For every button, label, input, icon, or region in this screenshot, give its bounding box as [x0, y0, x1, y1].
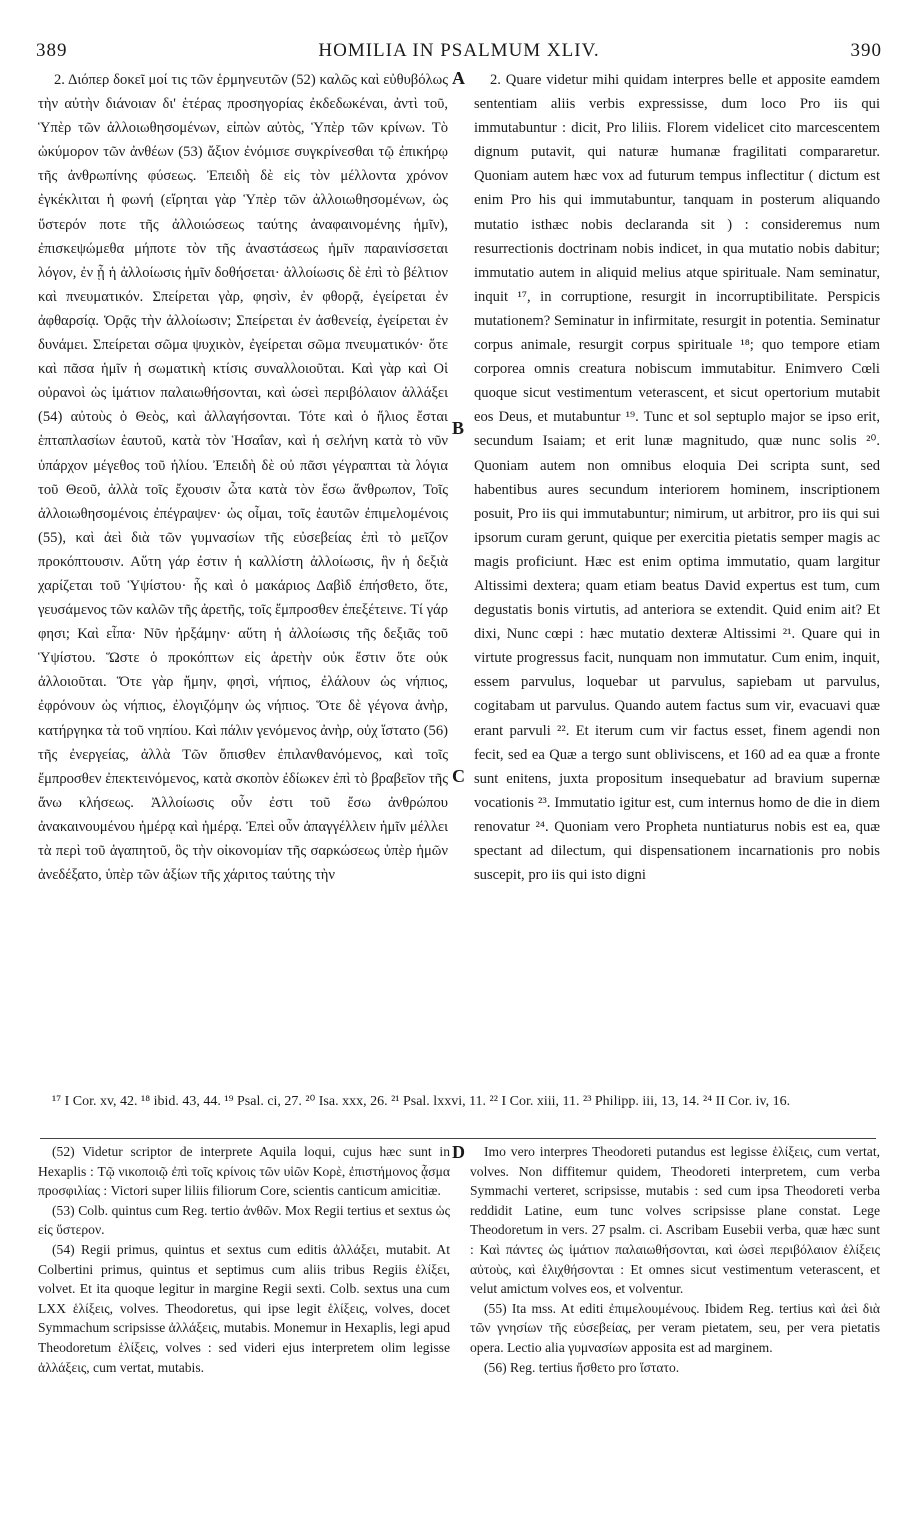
footnote: (55) Ita mss. At editi ἐπιμελουμένους. Ibidem Reg. tertius καὶ ἀεὶ διὰ τῶν γνησίων τῆς εὐσεβείας, per veram pietatem, seu, per vera pietatis opera. Lectio alia γυμνασίων apposita est ad marginem.	[470, 1300, 880, 1355]
section-marker-d: D	[452, 1142, 465, 1162]
footnote: (52) Videtur scriptor de interprete Aquila loqui, cujus hæc sunt in Hexaplis : Τῷ νικοποιῷ ἐπὶ τοῖς κρίνοις τῶν υἱῶν Κορὲ, ἐπιστήμονος ᾆσμα προσφιλίας : Victori super liliis filiorum Core, scientis canticum amicitiæ.	[38, 1144, 450, 1199]
footnotes-right	[470, 1142, 880, 1472]
section-marker-a: A	[452, 68, 465, 88]
footnotes-left	[38, 1142, 450, 1472]
scripture-references: ¹⁷ I Cor. xv, 42. ¹⁸ ibid. 43, 44. ¹⁹ Psal. ci, 27. ²⁰ Isa. xxx, 26. ²¹ Psal. lxxvi, 11. ²² I Cor. xiii, 11. ²³ Philipp. iii, 13, 14. ²⁴ II Cor. iv, 16.	[52, 1094, 791, 1109]
section-marker-c: C	[452, 766, 465, 786]
greek-column	[38, 68, 448, 1088]
footnote: (54) Regii primus, quintus et sextus cum editis ἀλλάξει, mutabit. At Colbertini primus, quintus et septimus cum aliis tribus Regiis ἑλίξει, volvet. Et ita quoque legitur in margine Regii sexti. Colb. sextus una cum LXX ἑλίξεις, volves. Theodoretus, qui ipse legit ἑλίξεις, volves, docet Symmachum scripsisse ἀλλάξεις, mutabis. Monemur in Hexaplis, legi apud Theodoretum ἑλίξεις, volves : sed videri ejus interpretem olim legisse ἀλλάξεις, cum vertat, mutabis.	[38, 1241, 450, 1375]
footnote: (53) Colb. quintus cum Reg. tertio ἀνθῶν. Mox Regii tertius et sextus ὡς εἰς ὕστερον.	[38, 1202, 450, 1238]
footnote: (56) Reg. tertius ἤσθετο pro ἵστατο.	[484, 1359, 680, 1375]
section-marker-b: B	[452, 418, 465, 438]
footnote-divider	[40, 1138, 876, 1139]
running-header	[36, 40, 882, 64]
running-title: HOMILIA IN PSALMUM XLIV.	[318, 40, 600, 61]
latin-column	[474, 68, 880, 1088]
greek-paragraph: 2. Διόπερ δοκεῖ μοί τις τῶν ἑρμηνευτῶν (52) καλῶς καὶ εὐθυβόλως τὴν αὐτὴν διάνοιαν δι' ἑτέρας προσηγορίας ἐκδεδωκέναι, ἀντὶ τοῦ, Ὑπὲρ τῶν ἀλλοιωθησομένων, εἰπὼν αὐτὸς, Ὑπὲρ τῶν κρίνων. Τὸ ὠκύμορον τῶν ἀνθέων (53) ἄξιον ἐνόμισε συγκρίνεσθαι τῷ ἐπικήρῳ τῆς ἀνθρωπίνης φύσεως. Ἐπειδὴ δὲ εἰς τὸν μέλλοντα χρόνον ἐγκέκλιται ἡ φωνή (εἴρηται γὰρ Ὑπὲρ τῶν ἀλλοιωθησομένων, ὡς ὕστερόν ποτε τῆς ἀλλοιώσεως ταύτης ἀναφαινομένης ἡμῖν), ἐπισκεψώμεθα μήποτε τὸν τῆς ἀναστάσεως ἡμῖν παραινίσσεται λόγον, ἐν ᾗ ἡ ἀλλοίωσις ἡμῖν δοθήσεται· ἀλλοίωσις δὲ ἐπὶ τὸ βέλτιον καὶ πνευματικόν. Σπείρεται γὰρ, φησὶν, ἐν φθορᾷ, ἐγείρεται ἐν ἀφθαρσίᾳ. Ὁρᾷς τὴν ἀλλοίωσιν; Σπείρεται ἐν ἀσθενείᾳ, ἐγείρεται ἐν δυνάμει. Σπείρεται σῶμα ψυχικὸν, ἐγείρεται σῶμα πνευματικόν· ὅτε καὶ πᾶσα ἡμῖν ἡ σωματικὴ κτίσις συναλλοιοῦται. Καὶ γὰρ καὶ Οἱ οὐρανοὶ ὡς ἱμάτιον παλαιωθήσονται, καὶ ὡσεὶ περιβόλαιον ἀλλάξει (54) αὐτοὺς ὁ Θεὸς, καὶ ἀλλαγήσονται. Τότε καὶ ὁ ἥλιος ἔσται ἑπταπλασίων ἑαυτοῦ, κατὰ τὸν Ἡσαΐαν, καὶ ἡ σελήνη κατὰ τὸ νῦν ὑπάρχον μέγεθος τοῦ ἡλίου. Ἐπειδὴ δὲ οὐ πᾶσι γέγραπται τὰ λόγια τοῦ Θεοῦ, ἀλλὰ τοῖς ἔχουσιν ὦτα κατὰ τὸν ἔσω ἄνθρωπον, Τοῖς ἀλλοιωθησομένοις ἐπέγραψεν· ὡς οἶμαι, τοῖς ἑαυτῶν ἐπιμελομένοις (55), καὶ ἀεὶ διὰ τῶν γυμνασίων τῆς εὐσεβείας ἐπὶ τὸ μεῖζον προκόπτουσιν. Αὕτη γάρ ἐστιν ἡ καλλίστη ἀλλοίωσις, ἣν ἡ δεξιὰ χαρίζεται τοῦ Ὑψίστου· ἧς καὶ ὁ μακάριος Δαβὶδ ἐπήσθετο, ὅτε, γευσάμενος τῶν καλῶν τῆς ἀρετῆς, τοῖς ἔμπροσθεν ἐπεξέτεινε. Τί γάρ φησι; Καὶ εἶπα· Νῦν ἠρξάμην· αὕτη ἡ ἀλλοίωσις τῆς δεξιᾶς τοῦ Ὑψίστου. Ὥστε ὁ προκόπτων εἰς ἀρετὴν οὐκ ἔστιν ὅτε οὐκ ἀλλοιοῦται. Ὅτε γὰρ ἤμην, φησὶ, νήπιος, ἐλάλουν ὡς νήπιος, ἐφρόνουν ὡς νήπιος, ἐλογιζόμην ὡς νήπιος. Ὅτε δὲ γέγονα ἀνὴρ, κατήργηκα τὰ τοῦ νηπίου. Καὶ πάλιν γενόμενος ἀνὴρ, οὐχ ἵστατο (56) τῆς ἐνεργείας, ἀλλὰ Τῶν ὄπισθεν ἐπιλανθανόμενος, καὶ τοῖς ἔμπροσθεν ἐπεκτεινόμενος, κατὰ σκοπὸν ἐδίωκεν ἐπὶ τὸ βραβεῖον τῆς ἄνω κλήσεως. Ἀλλοίωσις οὖν ἐστι τοῦ ἔσω ἀνθρώπου ἀνακαινουμένου ἡμέρᾳ καὶ ἡμέρᾳ. Ἐπεὶ οὖν ἀπαγγέλλειν ἡμῖν μέλλει τὰ περὶ τοῦ ἀγαπητοῦ, ὃς τὴν οἰκονομίαν τῆς σαρκώσεως ὑπὲρ ἡμῶν ἀνεδέξατο, ὑπὲρ τῶν ἀξίων τῆς χάριτος ταύτης τὴν	[38, 72, 448, 884]
footnote: Imo vero interpres Theodoreti putandus est legisse ἑλίξεις, cum vertat, volves. Non diffitemur quidem, Theodoreti interpretem, cum verba Symmachi verteret, scripsisse, mutabis : sed cum ipsa Theodoreti verba reddidit Latine, eum tunc volves scripsisse plane constat. Lege Theodoretum in vers. 27 psalm. ci. Ascribam Eusebii verba, quæ hæc sunt : Καὶ πάντες ὡς ἱμάτιον παλαιωθήσονται, καὶ ὡσεὶ περιβόλαιον ἑλίξεις αὐτοὺς, καὶ ἑλιχθήσονται : Et omnes sicut vestimentum veterascent, et velut amictum volves eos, et volventur.	[470, 1144, 880, 1297]
latin-paragraph: 2. Quare videtur mihi quidam interpres belle et apposite eamdem sententiam aliis verbis expressisse, dum loco Pro iis qui immutabuntur : dicit, Pro liliis. Florem videlicet cito marcescentem dignum putavit, qui naturæ humanæ fragilitati compararetur. Quoniam autem hæc vox ad futurum tempus inflectitur ( dictum est enim Pro his qui immutabuntur, tanquam in posterum aliquando mutatio isthæc nobis declaranda sit ) : consideremus num resurrectionis doctrinam nobis indicet, in qua mutatio nobis dabitur; immutatio autem in aliquid melius atque spirituale. Nam seminatur, inquit ¹⁷, in corruptione, resurgit in incorruptibilitate. Perspicis mutationem? Seminatur in infirmitate, resurgit in potentia. Seminatur corpus animale, resurgit corpus spirituale ¹⁸; quo tempore etiam corporea omnis creatura nobiscum immutabitur. Enimvero Cœli quoque sicut vestimentum veterascent, et sicut opertorium mutabit eos Deus, et mutabuntur ¹⁹. Tunc et sol septuplo major se ipso erit, secundum Isaiam; et erit lunæ magnitudo, quæ nunc solis ²⁰. Quoniam autem non omnibus eloquia Dei scripta sunt, sed habentibus aures secundum interiorem hominem, inscriptionem posuit, Pro iis qui immutabuntur; nimirum, ut arbitror, pro iis qui sui ipsorum curam gerunt, quique per exercitia pietatis semper magis ac magis proficiunt. Hæc est enim optima immutatio, quam largitur Altissimi dextera; quam etiam beatus David expertus est tum, cum degustatis bonis virtutis, ad anteriora se extendit. Quid enim ait? Et dixi, Nunc cœpi : hæc mutatio dexteræ Altissimi ²¹. Quare qui in virtute progressus facit, nunquam non immutatur. Cum enim, inquit, essem parvulus, loquebar ut parvulus, sapiebam ut parvulus, cogitabam ut parvulus. Quando autem factus sum vir, evacuavi quæ erant parvuli ²². Et iterum cum vir factus esset, finem agendi non fecit, sed ea Quæ a tergo sunt obliviscens, et 160 ad ea quæ a fronte sunt enitens, juxta propositum insequebatur ad bravium supernæ vocationis ²³. Immutatio igitur est, cum internus homo de die in diem renovatur ²⁴. Quoniam vero Propheta nuntiaturus nobis est ea, quæ spectant ad dilectum, qui dispensationem incarnationis pro nobis suscepit, pro iis qui isto digni	[474, 72, 880, 884]
page-number-left: 389	[36, 40, 68, 61]
page-number-right: 390	[850, 40, 882, 61]
